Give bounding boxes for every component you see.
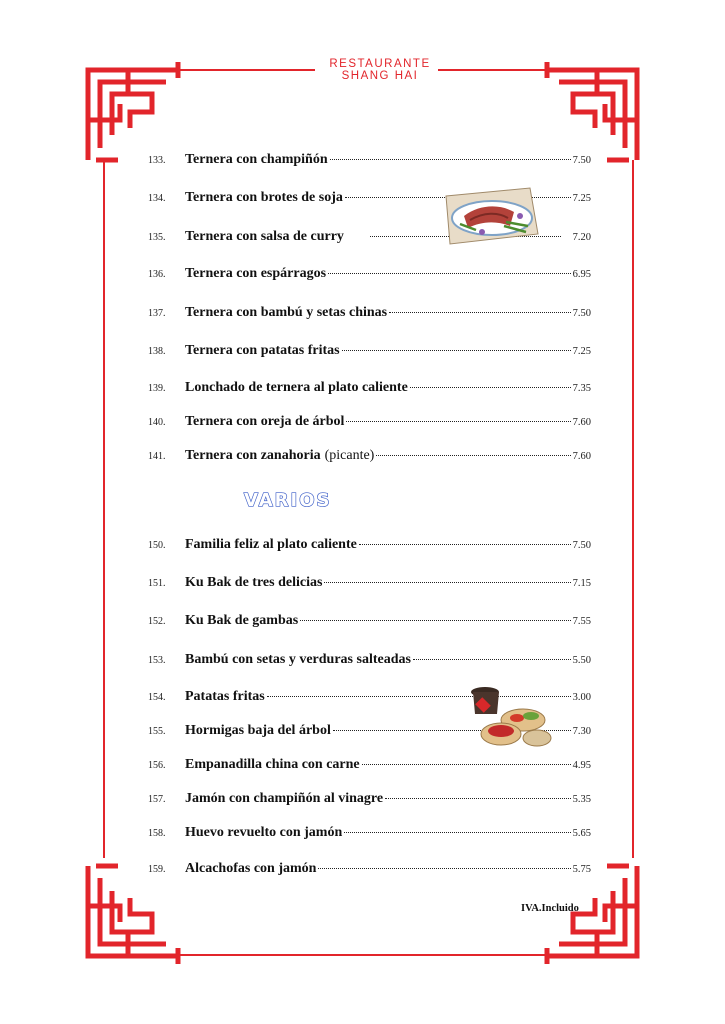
item-name: Familia feliz al plato caliente (185, 537, 357, 552)
dot-leader (385, 798, 571, 799)
item-price: 7.35 (572, 383, 591, 394)
menu-item (148, 152, 591, 172)
item-price: 5.75 (572, 864, 591, 875)
item-number: 136. (148, 269, 166, 280)
item-name: Empanadilla china con carne (185, 757, 360, 772)
item-price: 3.00 (572, 692, 591, 703)
item-number: 155. (148, 726, 166, 737)
dot-leader (410, 387, 571, 388)
item-number: 134. (148, 193, 166, 204)
item-name: Ku Bak de tres delicias (185, 575, 323, 590)
menu-item (148, 266, 591, 286)
item-price: 7.15 (572, 578, 591, 589)
item-number: 157. (148, 794, 166, 805)
item-price: 7.25 (572, 346, 591, 357)
item-number: 158. (148, 828, 166, 839)
item-name: Jamón con champiñón al vinagre (185, 791, 384, 806)
item-name: Ternera con patatas fritas (185, 343, 340, 358)
header-line-1: RESTAURANTE (329, 58, 431, 70)
item-number: 151. (148, 578, 166, 589)
item-number: 140. (148, 417, 166, 428)
item-name: Ternera con salsa de curry (185, 229, 344, 244)
item-price: 7.55 (572, 616, 591, 627)
item-note: (picante) (324, 448, 375, 463)
item-name: Ternera con zanahoria (185, 448, 321, 463)
menu-item (148, 757, 591, 777)
item-price: 7.25 (572, 193, 591, 204)
dot-leader (359, 544, 571, 545)
item-number: 135. (148, 232, 166, 243)
dot-leader (328, 273, 571, 274)
dot-leader (413, 659, 571, 660)
item-price: 7.20 (572, 232, 591, 243)
item-price: 5.65 (572, 828, 591, 839)
item-price: 7.30 (572, 726, 591, 737)
item-number: 141. (148, 451, 166, 462)
item-number: 156. (148, 760, 166, 771)
item-price: 7.60 (572, 451, 591, 462)
menu-item (148, 305, 591, 325)
item-number: 152. (148, 616, 166, 627)
item-name: Bambú con setas y verduras salteadas (185, 652, 411, 667)
menu-item (148, 652, 591, 672)
dot-leader (342, 350, 571, 351)
menu-item (148, 575, 591, 595)
beef-dish-illustration (440, 186, 540, 248)
item-name: Ku Bak de gambas (185, 613, 299, 628)
item-name: Ternera con bambú y setas chinas (185, 305, 388, 320)
dot-leader (389, 312, 571, 313)
item-name: Huevo revuelto con jamón (185, 825, 343, 840)
restaurant-header (300, 58, 460, 82)
item-name: Ternera con espárragos (185, 266, 327, 281)
item-name: Alcachofas con jamón (185, 861, 317, 876)
menu-item (148, 343, 591, 363)
item-name: Hormigas baja del árbol (185, 723, 331, 738)
menu-item (148, 380, 591, 400)
menu-item (148, 861, 591, 881)
item-number: 139. (148, 383, 166, 394)
dot-leader (346, 421, 570, 422)
item-number: 159. (148, 864, 166, 875)
item-number: 133. (148, 155, 166, 166)
item-name: Patatas fritas (185, 689, 265, 704)
item-price: 5.50 (572, 655, 591, 666)
dot-leader (362, 764, 571, 765)
dot-leader (318, 868, 570, 869)
dim-sum-dishes-illustration (465, 678, 555, 750)
item-number: 138. (148, 346, 166, 357)
item-number: 154. (148, 692, 166, 703)
header-line-2: SHANG HAI (341, 70, 419, 82)
item-name: Lonchado de ternera al plato caliente (185, 380, 408, 395)
menu-item (148, 448, 591, 468)
menu-item (148, 537, 591, 557)
item-price: 4.95 (572, 760, 591, 771)
dot-leader (376, 455, 570, 456)
item-price: 7.50 (572, 155, 591, 166)
item-price: 7.50 (572, 540, 591, 551)
item-name: Ternera con champiñón (185, 152, 328, 167)
item-number: 153. (148, 655, 166, 666)
dot-leader (300, 620, 570, 621)
item-name: Ternera con brotes de soja (185, 190, 343, 205)
item-price: 7.50 (572, 308, 591, 319)
menu-item (148, 825, 591, 845)
iva-note: IVA.Incluido (521, 903, 579, 914)
item-number: 137. (148, 308, 166, 319)
dot-leader (324, 582, 570, 583)
item-number: 150. (148, 540, 166, 551)
item-price: 5.35 (572, 794, 591, 805)
dot-leader (330, 159, 571, 160)
menu-item (148, 613, 591, 633)
dot-leader (344, 832, 570, 833)
item-name: Ternera con oreja de árbol (185, 414, 345, 429)
menu-item (148, 414, 591, 434)
section-title-varios: VARIOS (244, 490, 332, 511)
item-price: 6.95 (572, 269, 591, 280)
menu-item (148, 791, 591, 811)
item-price: 7.60 (572, 417, 591, 428)
